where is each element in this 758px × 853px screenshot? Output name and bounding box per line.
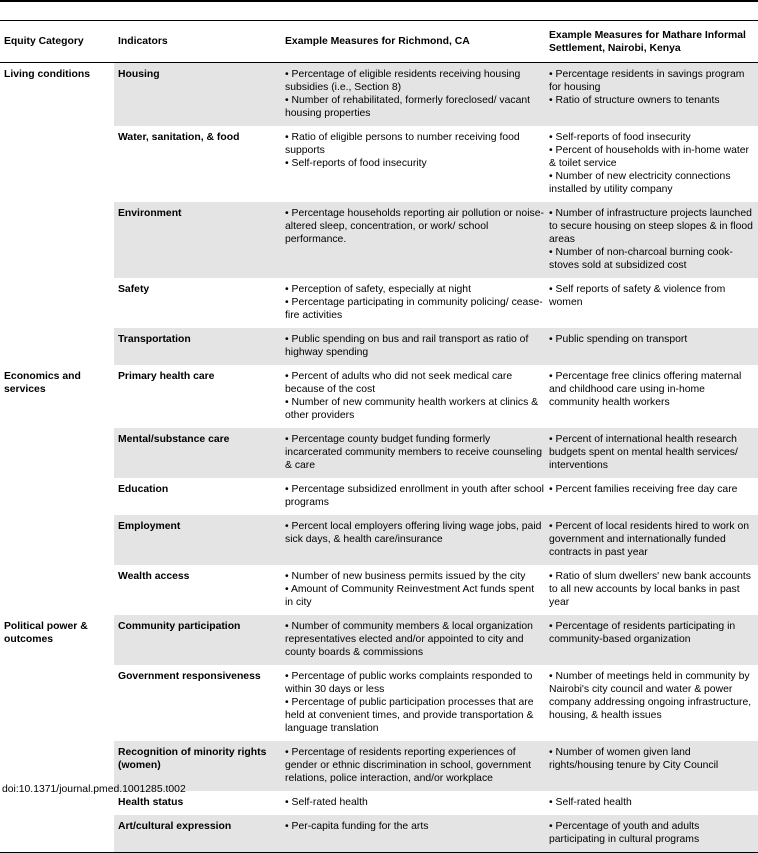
mathare-measure-item: • Number of infrastructure projects launched to secure housing on steep slopes & in flood areas	[549, 208, 753, 245]
indicator-cell: Education	[118, 484, 169, 495]
richmond-measures-cell	[281, 328, 545, 365]
richmond-measure-item: • Self-reports of food insecurity	[285, 158, 427, 169]
mathare-measure-item: • Public spending on transport	[549, 334, 688, 345]
mathare-measure-item: • Self-rated health	[549, 797, 632, 808]
mathare-measure-item: • Number of meetings held in community by Nairobi's city council and water & power company addressing ongoing infrastructure, housing, & health issues	[549, 671, 752, 721]
indicator-cell: Employment	[114, 515, 281, 565]
mathare-measure-item: • Number of new electricity connections installed by utility company	[549, 171, 731, 195]
mathare-measures-cell	[545, 202, 758, 278]
equity-category-cell	[0, 515, 114, 565]
mathare-measures-cell	[545, 365, 758, 428]
mathare-measure-item: • Percentage of youth and adults participating in cultural programs	[549, 821, 700, 845]
header-richmond: Example Measures for Richmond, CA	[281, 21, 545, 63]
mathare-measures-cell	[545, 741, 758, 791]
mathare-measures-cell	[545, 815, 758, 853]
mathare-measure-item: • Ratio of structure owners to tenants	[549, 95, 720, 106]
richmond-measures-cell	[281, 791, 545, 815]
richmond-measure-item: • Percent local employers offering living wage jobs, paid sick days, & health care/insurance	[285, 521, 542, 545]
richmond-measure-item: • Number of rehabilitated, formerly foreclosed/ vacant housing properties	[285, 95, 531, 119]
indicator-cell: Mental/substance care	[114, 428, 281, 478]
mathare-measure-item: • Percentage of residents participating in community-based organization	[549, 621, 736, 645]
richmond-measure-item: • Number of community members & local organization representatives elected and/or appointed to city and county boards & commissions	[285, 621, 533, 658]
table-row	[0, 615, 758, 665]
mathare-measures-cell	[545, 615, 758, 665]
table-row	[0, 278, 758, 328]
table-row	[0, 428, 758, 478]
richmond-measures-cell	[281, 665, 545, 741]
equity-category-cell	[0, 428, 114, 478]
richmond-measure-item: • Amount of Community Reinvestment Act funds spent in city	[285, 584, 535, 608]
equity-category-cell	[0, 328, 114, 365]
table-row	[0, 478, 758, 515]
table-row	[0, 565, 758, 615]
richmond-measure-item: • Percentage of public works complaints responded to within 30 days or less	[285, 671, 533, 695]
richmond-measure-item: • Percentage county budget funding formerly incarcerated community members to receive counseling & care	[285, 434, 542, 471]
indicator-cell: Safety	[118, 284, 150, 295]
equity-category-cell: Economics and services	[4, 371, 81, 395]
richmond-measure-item: • Ratio of eligible persons to number receiving food supports	[285, 132, 520, 156]
indicator-cell: Community participation	[114, 615, 281, 665]
richmond-measure-item: • Percentage participating in community policing/ cease-fire activities	[285, 297, 543, 321]
indicator-cell: Government responsiveness	[118, 671, 261, 682]
richmond-measure-item: • Number of new business permits issued by the city	[285, 571, 526, 582]
indicator-cell: Art/cultural expression	[114, 815, 281, 853]
table-row	[0, 63, 758, 127]
mathare-measure-item: • Percentage free clinics offering maternal and childhood care using in-home community health workers	[549, 371, 742, 408]
table-header-row	[0, 21, 758, 63]
richmond-measures-cell	[281, 428, 545, 478]
equity-category-cell	[0, 815, 114, 853]
table-row	[0, 202, 758, 278]
table-row	[0, 515, 758, 565]
richmond-measures-cell	[281, 126, 545, 202]
richmond-measure-item: • Percentage subsidized enrollment in youth after school programs	[285, 484, 544, 508]
mathare-measures-cell	[545, 665, 758, 741]
mathare-measure-item: • Self-reports of food insecurity	[549, 132, 691, 143]
equity-category-cell	[0, 278, 114, 328]
mathare-measure-item: • Number of women given land rights/housing tenure by City Council	[549, 747, 719, 771]
header-indicators: Indicators	[114, 21, 281, 63]
indicator-cell: Primary health care	[118, 371, 215, 382]
table-row	[0, 815, 758, 853]
mathare-measure-item: • Number of non-charcoal burning cook-stoves sold at subsidized cost	[549, 247, 733, 271]
doi-footer: doi:10.1371/journal.pmed.1001285.t002	[2, 784, 186, 795]
header-equity-category: Equity Category	[0, 21, 114, 63]
richmond-measures-cell	[281, 278, 545, 328]
richmond-measures-cell	[281, 478, 545, 515]
richmond-measures-cell	[281, 815, 545, 853]
richmond-measures-cell	[281, 515, 545, 565]
richmond-measure-item: • Per-capita funding for the arts	[285, 821, 429, 832]
mathare-measure-item: • Percent of local residents hired to work on government and internationally funded contracts in past year	[549, 521, 750, 558]
mathare-measure-item: • Percent of households with in-home water & toilet service	[549, 145, 750, 169]
indicator-cell: Housing	[114, 63, 281, 127]
mathare-measures-cell	[545, 565, 758, 615]
indicator-cell: Wealth access	[118, 571, 190, 582]
richmond-measures-cell	[281, 202, 545, 278]
equity-category-cell: Political power & outcomes	[0, 615, 114, 665]
richmond-measure-item: • Public spending on bus and rail transport as ratio of highway spending	[285, 334, 529, 358]
top-rule	[0, 0, 758, 2]
indicator-cell: Water, sanitation, & food	[118, 132, 240, 143]
richmond-measure-item: • Number of new community health workers at clinics & other providers	[285, 397, 539, 421]
mathare-measures-cell	[545, 63, 758, 127]
richmond-measures-cell	[281, 615, 545, 665]
richmond-measure-item: • Self-rated health	[285, 797, 368, 808]
equity-category-cell	[0, 202, 114, 278]
mathare-measures-cell	[545, 278, 758, 328]
richmond-measures-cell	[281, 565, 545, 615]
table-row	[0, 328, 758, 365]
richmond-measure-item: • Percentage households reporting air pollution or noise-altered sleep, concentration, or work/ school performance.	[285, 208, 544, 245]
indicator-cell: Transportation	[114, 328, 281, 365]
mathare-measures-cell	[545, 428, 758, 478]
equity-category-cell	[0, 478, 114, 515]
richmond-measures-cell	[281, 63, 545, 127]
richmond-measure-item: • Percent of adults who did not seek medical care because of the cost	[285, 371, 513, 395]
mathare-measure-item: • Percentage residents in savings program for housing	[549, 69, 745, 93]
table-row	[0, 126, 758, 202]
equity-category-cell	[0, 565, 114, 615]
mathare-measures-cell	[545, 328, 758, 365]
mathare-measures-cell	[545, 791, 758, 815]
equity-category-cell: Living conditions	[0, 63, 114, 127]
equity-category-cell	[0, 126, 114, 202]
mathare-measure-item: • Percent families receiving free day care	[549, 484, 738, 495]
richmond-measure-item: • Perception of safety, especially at night	[285, 284, 471, 295]
mathare-measure-item: • Ratio of slum dwellers' new bank accounts to all new accounts by local banks in past year	[549, 571, 751, 608]
header-mathare: Example Measures for Mathare Informal Settlement, Nairobi, Kenya	[545, 21, 758, 63]
indicator-cell: Health status	[118, 797, 184, 808]
indicator-cell: Recognition of minority rights (women)	[114, 741, 281, 791]
equity-category-cell	[0, 665, 114, 741]
mathare-measure-item: • Self reports of safety & violence from women	[549, 284, 726, 308]
mathare-measures-cell	[545, 478, 758, 515]
richmond-measure-item: • Percentage of eligible residents receiving housing subsidies (i.e., Section 8)	[285, 69, 521, 93]
table-row	[0, 665, 758, 741]
indicator-cell: Environment	[114, 202, 281, 278]
richmond-measure-item: • Percentage of residents reporting experiences of gender or ethnic discrimination in school, government relations, police interaction, and/or workplace	[285, 747, 532, 784]
mathare-measures-cell	[545, 126, 758, 202]
table-body	[0, 63, 758, 853]
equity-measures-table	[0, 20, 758, 853]
mathare-measures-cell	[545, 515, 758, 565]
richmond-measures-cell	[281, 741, 545, 791]
table-row	[0, 365, 758, 428]
richmond-measure-item: • Percentage of public participation processes that are held at convenient times, and provide transportation & language translation	[285, 697, 534, 734]
mathare-measure-item: • Percent of international health research budgets spent on mental health services/ interventions	[549, 434, 738, 471]
richmond-measures-cell	[281, 365, 545, 428]
